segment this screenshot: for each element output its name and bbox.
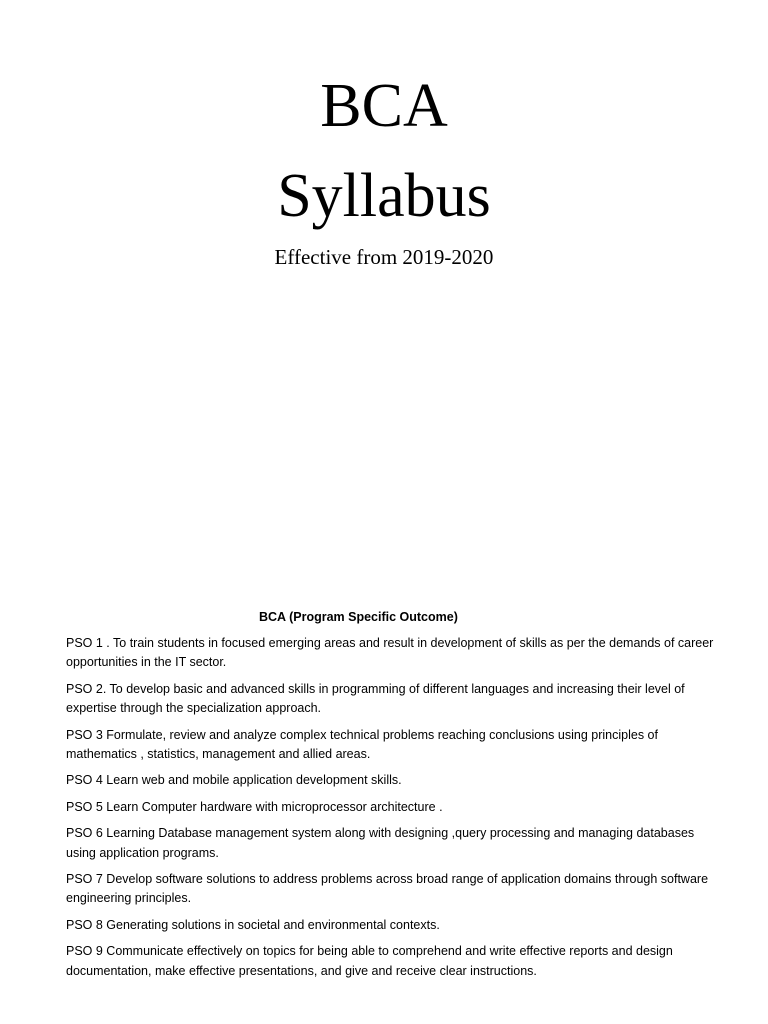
pso-item-8: PSO 8 Generating solutions in societal and environmental contexts. bbox=[66, 917, 440, 932]
pso-item-9: PSO 9 Communicate effectively on topics for being able to comprehend and write effective reports and design documentation, make effective presentations, and give and receive clear instructions. bbox=[66, 944, 673, 978]
pso-item-1: PSO 1 . To train students in focused emerging areas and result in development of skills as per the demands of career opportunities in the IT sector. bbox=[66, 636, 714, 670]
pso-item-6: PSO 6 Learning Database management system along with designing ,query processing and managing databases using application programs. bbox=[66, 826, 695, 860]
title-line-syllabus: Syllabus bbox=[277, 162, 491, 230]
pso-section-heading: BCA (Program Specific Outcome) bbox=[259, 610, 458, 624]
pso-item-5: PSO 5 Learn Computer hardware with microprocessor architecture . bbox=[66, 799, 443, 814]
pso-list bbox=[66, 634, 716, 988]
pso-item-2: PSO 2. To develop basic and advanced skills in programming of different languages and increasing their level of expertise through the specialization approach. bbox=[66, 681, 685, 716]
pso-item-3: PSO 3 Formulate, review and analyze complex technical problems reaching conclusions using principles of mathematics , statistics, management and allied areas. bbox=[66, 727, 658, 762]
title-line-bca: BCA bbox=[320, 72, 448, 140]
pso-item-7: PSO 7 Develop software solutions to address problems across broad range of application domains through software engineering principles. bbox=[66, 872, 709, 906]
effective-date-subtitle: Effective from 2019-2020 bbox=[274, 245, 494, 269]
pso-item-4: PSO 4 Learn web and mobile application development skills. bbox=[66, 773, 402, 788]
